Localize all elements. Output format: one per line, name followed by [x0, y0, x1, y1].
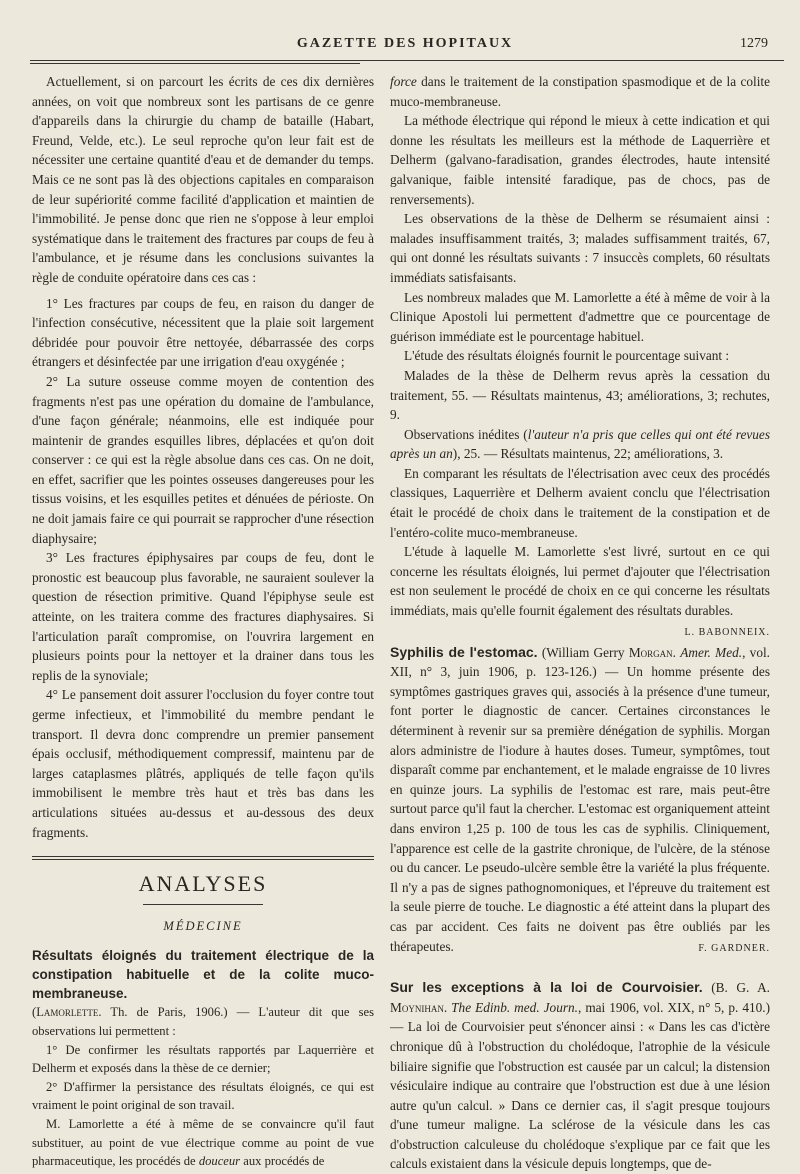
conclusion-3: 3° Les fractures épiphysaires par coups de feu, dont le pronostic est beaucoup plus favorable, ne sauraient soulever la question de résection primitive. Quand l'épiphyse seule est atteinte, on les traitera comme des fractures diaphysaires. Si l'articulation paraît compromise, on l'ouvrira largement en plusieurs points pour la nettoyer et la drainer dans tous les replis de la synoviale;	[32, 550, 374, 683]
article-paragraph: M. Lamorlette a été à même de se convaincre qu'il faut substituer, au point de vue électrique comme au point de vue pharmaceutique, les procédés de douceur aux procédés de	[32, 1116, 374, 1169]
right-paragraph-5: L'étude des résultats éloignés fournit le pourcentage suivant :	[404, 348, 730, 364]
right-paragraph-6: Malades de la thèse de Delherm revus après la cessation du traitement, 55. — Résultats maintenus, 43; améliorations, 3; rechutes, 9.	[390, 367, 770, 423]
header-rule-left	[30, 63, 360, 64]
author-signature-2: F. GARDNER.	[698, 942, 770, 954]
right-column	[390, 72, 770, 1174]
right-paragraph-9: L'étude à laquelle M. Lamorlette s'est livré, surtout en ce qui concerne les résultats éloignés, lui permet d'ajouter que l'électrisation est non seulement le procédé de choix en ce qui concerne les résultats immédiats, mais qu'elle fournit également des résultats durables. L. BABONNEIX.	[390, 542, 770, 620]
right-paragraph-4: Les nombreux malades que M. Lamorlette a été à même de voir à la Clinique Apostoli lui permettent d'admettre que ce pourcentage de guérison immédiate est le pourcentage habituel.	[390, 289, 770, 344]
article-title-courvoisier: Sur les exceptions à la loi de Courvoisier.	[390, 979, 703, 996]
subsection-heading: MÉDECINE	[163, 918, 243, 933]
left-column	[32, 72, 374, 1171]
section-underline	[143, 904, 263, 905]
article-point-1: 1° De confirmer les résultats rapportés par Laquerrière et Delherm et exposés dans la thèse de ce dernier;	[32, 1042, 374, 1076]
spacer	[390, 956, 770, 978]
conclusion-1: 1° Les fractures par coups de feu, en raison du danger de l'infection consécutive, nécessitent que la plaie soit largement débridée pour pouvoir être nettoyée, débarrassée des corps étrangers et désinfectée par une irrigation d'eau oxygénée ;	[32, 295, 374, 370]
right-paragraph-3: Les observations de la thèse de Delherm se résumaient ainsi : malades insuffisamment traités, 3; malades suffisamment traités, 67, qui ont donné les résultats suivants : 7 insuccès complets, 60 résultats immédiats satisfaisants.	[390, 211, 770, 285]
right-paragraph-8: En comparant les résultats de l'électrisation avec ceux des procédés classiques, Laquerrière et Delherm avaient conclu que l'électrisation était le procédé de choix dans le traitement de la constipation et de l'entéro-colite muco-membraneuse.	[390, 465, 770, 540]
article-author-moynihan: Moynihan	[390, 999, 444, 1015]
conclusion-2: 2° La suture osseuse comme moyen de contention des fragments n'est pas une opération du domaine de l'ambulance, d'une façon générale; néanmoins, elle est indiquée pour maintenir de grandes esquilles libres, déplacées et qu'on doit conserver : ce qui est la règle absolue dans ces cas. On ne doit, en effet, sacrifier que les pointes osseuses dangereuses pour les tissus voisins, et les esquilles petites et dénuées de périoste. On ne doit jamais faire ce qui pourrait se rapprocher d'une résection diaphysaire;	[32, 373, 374, 546]
article-title-syphilis: Syphilis de l'estomac.	[390, 643, 538, 660]
article-author: Lamorlette	[36, 1005, 99, 1020]
page-header	[30, 34, 780, 60]
article-courvoisier: Sur les exceptions à la loi de Courvoisier. (B. G. A. Moynihan. The Edinb. med. Journ., mai 1906, vol. XIX, n° 5, p. 410.) — La loi de Courvoisier peut s'énoncer ainsi : « Dans les cas d'ictère chronique dû à l'obstruction du cholédoque, l'atrophie de la vésicule biliaire signifie que l'obstruction est causée par un calcul; la distension vésiculaire indique au contraire que l'obstruction est due à une lésion autre qu'un calcul. » Dans ce dernier cas, il s'agit presque toujours d'une tumeur maligne. La sclérose de la vésicule dans les cas d'obstruction calculeuse du cholédoque s'explique par ce fait que les calculs existaient dans la vésicule depuis longtemps, que de-	[390, 979, 771, 1172]
article-syphilis: Syphilis de l'estomac. (William Gerry Morgan. Amer. Med., vol. XII, n° 3, juin 1906, p. 123-126.) — Un homme présente des symptômes gastriques graves qui, associés à la présence d'une tumeur, font porter le diagnostic de cancer. Certaines circonstances le déterminent à revenir sur sa première dénégation de syphilis. Morgan alors administre de l'iodure à hautes doses. Tumeur, symptômes, tout disparaît comme par enchantement, et le malade engraisse de 10 livres en quinze jours. La syphilis de l'estomac est rare, mais peut-être surtout parce qu'il faut la chercher. L'estomac est organiquement atteint dans environ 1,25 p. 100 de tous les cas de syphilis. Cliniquement, l'apparence est celle de la gastrite chronique, de l'ulcère, de la sténose ou du cancer. Le pseudo-ulcère semble être la variété la plus fréquente. Il n'y a pas de signes pathognomoniques, et l'épreuve du traitement est la seule pierre de touche. Le diagnostic a été atteint dans la plupart des cas par accident. Ces faits ne doivent pas être oubliés par les thérapeutes. F. GARDNER.	[390, 643, 770, 957]
article-point-2: 2° D'affirmer la persistance des résultats éloignés, ce qui est vraiment le point original de son travail.	[32, 1079, 374, 1113]
section-heading: ANALYSES	[138, 871, 268, 897]
author-signature-1: L. BABONNEIX.	[684, 626, 770, 638]
article-title: Résultats éloignés du traitement électrique de la constipation habituelle et de la colite muco-membraneuse.	[32, 948, 374, 1002]
intro-paragraph: Actuellement, si on parcourt les écrits de ces dix dernières années, on voit que nombreux sont les partisans de ce genre d'appareils dans la chirurgie du champ de bataille (Habart, Freund, Velde, etc.). Le seul reproche qu'on leur fait est de nécessiter une certaine quantité d'eau et de demander du temps. Mais ce ne sont pas là des objections capitales en comparaison de leur supériorité comme facilité d'application et maintien de l'immobilité. Je pense donc que rien ne s'oppose à leur emploi systématique dans le traitement des fractures par coups de feu à l'ambulance, et je résume dans les conclusions suivantes la règle de conduite opératoire dans ces cas :	[32, 74, 374, 285]
section-divider	[32, 856, 374, 860]
right-paragraph-7: Observations inédites (l'auteur n'a pris que celles qui ont été revues après un an), 25. — Résultats maintenus, 22; améliorations, 3.	[390, 426, 770, 462]
article-reference: (Lamorlette. Th. de Paris, 1906.) — L'auteur dit que ses observations lui permettent :	[32, 1005, 374, 1038]
article-author-morgan: Morgan	[628, 644, 673, 660]
right-paragraph-1: force dans le traitement de la constipation spasmodique et de la colite muco-membraneuse.	[390, 74, 770, 109]
right-paragraph-2: La méthode électrique qui répond le mieux à cette indication et qui donne les résultats les meilleurs est la méthode de Laquerrière et Delherm (galvano-faradisation, grandes électrodes, haute intensité galvanique, faible intensité faradique, pas de chocs, pas de renversements).	[390, 113, 770, 207]
conclusion-4: 4° Le pansement doit assurer l'occlusion du foyer contre tout germe infectieux, et l'immobilité du membre pendant le transport. Il devra donc comprendre un premier pansement épais occlusif, méthodiquement compressif, maintenu par de larges cataplasmes plâtrés, appliqués de telle façon qu'ils immobilisent le membre très haut et très bas dans les articulations situées au-dessus et au-dessous des deux fragments.	[32, 687, 374, 840]
journal-title: GAZETTE DES HOPITAUX	[296, 36, 514, 51]
header-rule	[30, 60, 784, 61]
page-number: 1279	[740, 36, 768, 51]
